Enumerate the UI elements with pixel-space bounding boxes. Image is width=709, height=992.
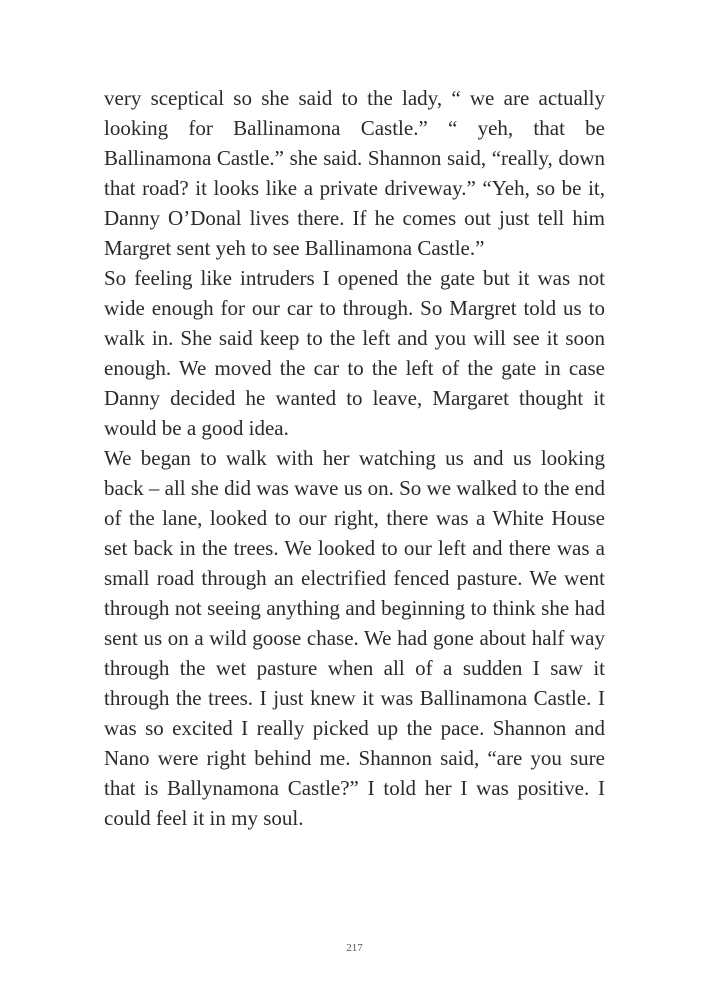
paragraph-2: So feeling like intruders I opened the gate but it was not wide enough for our car to through. So Margret told us to walk in. She said keep to the left and you will see it soon enough. We moved the car to the left of the gate in case Danny decided he wanted to leave, Margaret thought it would be a good idea. — [104, 266, 605, 440]
paragraph-1: very sceptical so she said to the lady, “ we are actually looking for Ballinamona Castle.” “ yeh, that be Ballinamona Castle.” she said. Shannon said, “really, down that road? it looks like a private driveway.” “Yeh, so be it, Danny O’Donal lives there. If he comes out just tell him Margret sent yeh to see Ballinamona Castle.” — [104, 86, 605, 260]
page-number: 217 — [346, 942, 363, 954]
body-text — [104, 83, 605, 833]
paragraph-3: We began to walk with her watching us and us looking back – all she did was wave us on. So we walked to the end of the lane, looked to our right, there was a White House set back in the trees. We looked to our left and there was a small road through an electrified fenced pasture. We went through not seeing anything and beginning to think she had sent us on a wild goose chase. We had gone about half way through the wet pasture when all of a sudden I saw it through the trees. I just knew it was Ballinamona Castle. I was so excited I really picked up the pace. Shannon and Nano were right behind me. Shannon said, “are you sure that is Ballynamona Castle?” I told her I was positive. I could feel it in my soul. — [104, 446, 605, 830]
